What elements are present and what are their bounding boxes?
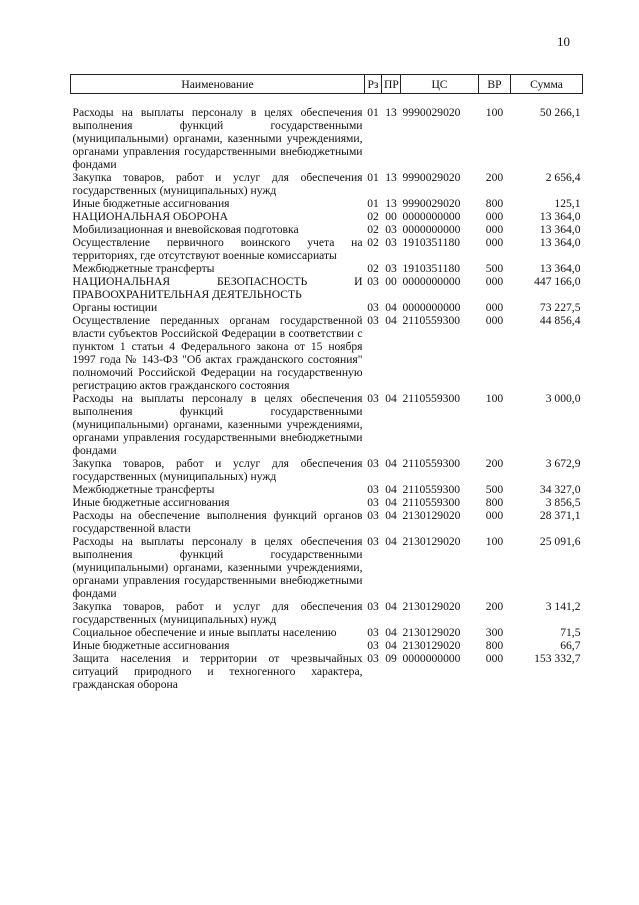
cell-cs: 2110559300 [402,496,461,509]
cell-sum: 66,7 [560,639,581,652]
cell-vr: 200 [485,457,504,470]
cell-sum: 3 856,5 [545,496,581,509]
cell-name: Расходы на выплаты персоналу в целях обеспечения выполнения функций государственными (муниципальными) органами, казенными учреждениями, органами управления государственными внебюджетными фондами [72,106,363,171]
table-row [71,509,583,535]
table-row [71,639,583,652]
table-row [71,223,583,236]
header-name: Наименование [71,75,365,94]
cell-pr: 13 [385,106,397,119]
cell-vr: 100 [485,106,504,119]
cell-rz: 03 [367,483,379,496]
cell-pr: 04 [385,457,397,470]
cell-vr: 300 [485,626,504,639]
cell-pr: 13 [385,171,397,184]
cell-sum: 3 672,9 [545,457,581,470]
cell-sum: 3 000,0 [545,392,581,405]
cell-rz: 02 [367,262,379,275]
cell-cs: 1910351180 [402,262,461,275]
cell-pr: 03 [385,236,397,249]
cell-sum: 13 364,0 [539,210,581,223]
header-rz: Рз [365,75,382,94]
cell-rz: 02 [367,236,379,249]
cell-pr: 04 [385,600,397,613]
cell-vr: 200 [485,600,504,613]
cell-pr: 00 [385,275,397,288]
cell-rz: 03 [367,301,379,314]
cell-sum: 50 266,1 [539,106,581,119]
cell-vr: 500 [485,262,504,275]
cell-sum: 44 856,4 [539,314,581,327]
cell-pr: 04 [385,535,397,548]
cell-rz: 02 [367,223,379,236]
cell-cs: 2110559300 [402,392,461,405]
table-row [71,301,583,314]
cell-pr: 04 [385,314,397,327]
cell-rz: 03 [367,496,379,509]
cell-vr: 000 [485,314,504,327]
cell-rz: 01 [367,106,379,119]
cell-name: Расходы на обеспечение выполнения функций органов государственной власти [72,509,363,535]
cell-name: Закупка товаров, работ и услуг для обеспечения государственных (муниципальных) нужд [72,600,363,626]
cell-vr: 000 [485,236,504,249]
cell-pr: 04 [385,392,397,405]
table-row [71,652,583,691]
cell-name: Социальное обеспечение и иные выплаты населению [72,626,337,639]
cell-sum: 2 656,4 [545,171,581,184]
cell-vr: 200 [485,171,504,184]
cell-sum: 13 364,0 [539,262,581,275]
cell-cs: 0000000000 [402,275,461,288]
cell-vr: 000 [485,223,504,236]
cell-rz: 03 [367,600,379,613]
cell-cs: 0000000000 [402,210,461,223]
table-row [71,236,583,262]
table-row [71,496,583,509]
table-row [71,535,583,600]
cell-rz: 03 [367,639,379,652]
budget-table [70,74,583,691]
table-row [71,314,583,392]
cell-cs: 2130129020 [402,509,461,522]
cell-name: Межбюджетные трансферты [72,483,215,496]
cell-vr: 800 [485,639,504,652]
cell-vr: 800 [485,496,504,509]
cell-pr: 04 [385,496,397,509]
cell-cs: 2130129020 [402,639,461,652]
cell-name: Мобилизационная и вневойсковая подготовка [72,223,299,236]
cell-rz: 03 [367,509,379,522]
cell-name: Расходы на выплаты персоналу в целях обеспечения выполнения функций государственными (муниципальными) органами, казенными учреждениями, органами управления государственными внебюджетными фондами [72,535,363,600]
cell-name: Закупка товаров, работ и услуг для обеспечения государственных (муниципальных) нужд [72,457,363,483]
cell-cs: 0000000000 [402,652,461,665]
cell-vr: 100 [485,392,504,405]
cell-cs: 9990029020 [402,171,461,184]
cell-rz: 01 [367,171,379,184]
cell-rz: 02 [367,210,379,223]
cell-vr: 100 [485,535,504,548]
header-sum: Сумма [511,75,583,94]
cell-cs: 2130129020 [402,626,461,639]
cell-cs: 2110559300 [402,314,461,327]
cell-vr: 000 [485,210,504,223]
cell-vr: 000 [485,652,504,665]
cell-name: Осуществление переданных органам государственной власти субъектов Российской Федерации в соответствии с пунктом 1 статьи 4 Федерального закона от 15 ноября 1997 года № 143-ФЗ "Об актах гражданского состояния" полномочий Российской Федерации на государственную регистрацию актов гражданского состояния [72,314,363,392]
cell-sum: 125,1 [554,197,581,210]
table-row [71,626,583,639]
cell-rz: 03 [367,457,379,470]
table-body [71,94,583,692]
cell-name: Иные бюджетные ассигнования [72,496,230,509]
cell-sum: 28 371,1 [539,509,581,522]
table-row [71,171,583,197]
cell-sum: 73 227,5 [539,301,581,314]
header-pr: ПР [382,75,401,94]
cell-name: Осуществление первичного воинского учета на территориях, где отсутствуют военные комиссариаты [72,236,363,262]
cell-pr: 04 [385,483,397,496]
cell-pr: 04 [385,301,397,314]
cell-pr: 03 [385,262,397,275]
table-row [71,275,583,301]
header-vr: ВР [479,75,511,94]
cell-pr: 04 [385,639,397,652]
cell-pr: 04 [385,509,397,522]
table-row [71,197,583,210]
table-row [71,262,583,275]
cell-rz: 03 [367,626,379,639]
cell-sum: 3 141,2 [545,600,581,613]
cell-sum: 13 364,0 [539,223,581,236]
cell-cs: 2130129020 [402,535,461,548]
cell-cs: 9990029020 [402,106,461,119]
page-number: 10 [557,34,570,49]
cell-name: Иные бюджетные ассигнования [72,197,230,210]
header-cs: ЦС [401,75,479,94]
cell-name: НАЦИОНАЛЬНАЯ ОБОРОНА [72,210,229,223]
cell-name: Органы юстиции [72,301,158,314]
cell-cs: 0000000000 [402,223,461,236]
cell-cs: 2110559300 [402,483,461,496]
cell-rz: 03 [367,392,379,405]
table-row [71,457,583,483]
cell-pr: 04 [385,626,397,639]
cell-cs: 2110559300 [402,457,461,470]
cell-cs: 2130129020 [402,600,461,613]
cell-cs: 0000000000 [402,301,461,314]
cell-name: Закупка товаров, работ и услуг для обеспечения государственных (муниципальных) нужд [72,171,363,197]
cell-name: Расходы на выплаты персоналу в целях обеспечения выполнения функций государственными (муниципальными) органами, казенными учреждениями, органами управления государственными внебюджетными фондами [72,392,363,457]
cell-sum: 153 332,7 [534,652,581,665]
cell-pr: 09 [385,652,397,665]
cell-vr: 000 [485,275,504,288]
cell-pr: 00 [385,210,397,223]
cell-cs: 9990029020 [402,197,461,210]
cell-rz: 03 [367,535,379,548]
cell-vr: 800 [485,197,504,210]
cell-name: Межбюджетные трансферты [72,262,215,275]
cell-sum: 13 364,0 [539,236,581,249]
cell-sum: 71,5 [560,626,581,639]
table-header-row [71,75,583,94]
cell-pr: 13 [385,197,397,210]
cell-sum: 447 166,0 [534,275,581,288]
table-row [71,392,583,457]
cell-vr: 000 [485,301,504,314]
cell-name: Защита населения и территории от чрезвычайных ситуаций природного и техногенного характера, гражданская оборона [72,652,363,691]
cell-cs: 1910351180 [402,236,461,249]
cell-sum: 25 091,6 [539,535,581,548]
cell-name: НАЦИОНАЛЬНАЯ БЕЗОПАСНОСТЬ И ПРАВООХРАНИТЕЛЬНАЯ ДЕЯТЕЛЬНОСТЬ [72,275,363,301]
table-row [71,210,583,223]
cell-pr: 03 [385,223,397,236]
table-row [71,94,583,172]
cell-rz: 03 [367,652,379,665]
table-row [71,600,583,626]
table-row [71,483,583,496]
cell-name: Иные бюджетные ассигнования [72,639,230,652]
cell-sum: 34 327,0 [539,483,581,496]
cell-vr: 000 [485,509,504,522]
cell-rz: 01 [367,197,379,210]
cell-vr: 500 [485,483,504,496]
cell-rz: 03 [367,275,379,288]
cell-rz: 03 [367,314,379,327]
